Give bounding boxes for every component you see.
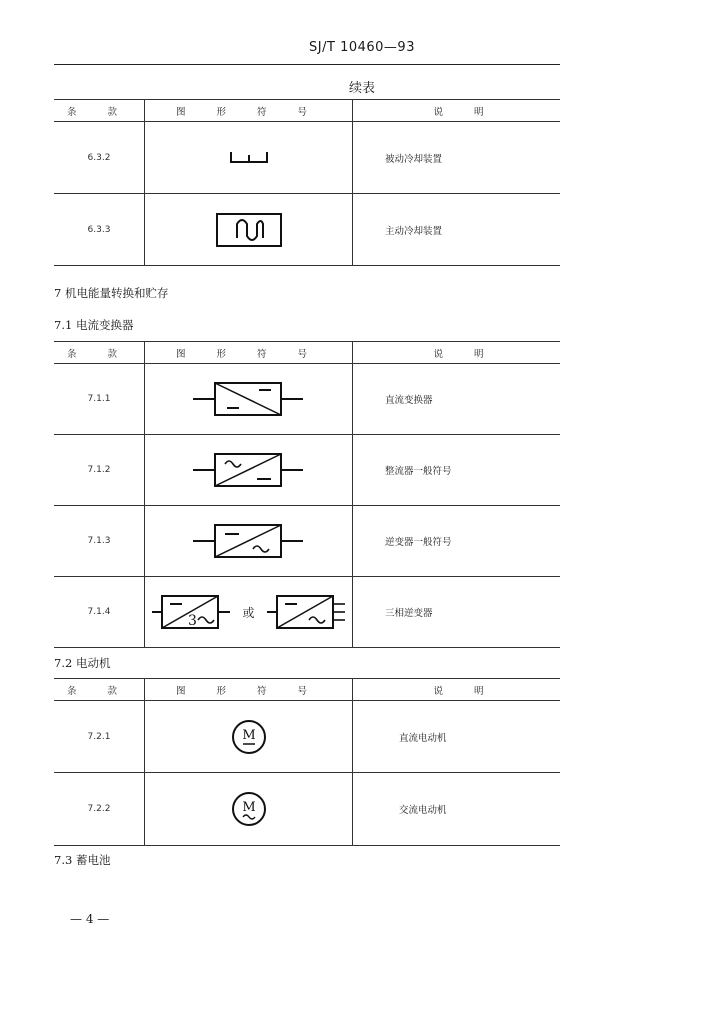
description: 直流电动机 — [353, 701, 561, 773]
col-clause-header: 条 款 — [54, 679, 145, 701]
clause-number: 6.3.2 — [54, 122, 145, 194]
section-7-3-title: 7.3 蓄电池 — [54, 853, 111, 867]
description: 逆变器一般符号 — [353, 506, 561, 577]
clause-number: 7.1.3 — [54, 506, 145, 577]
phase-label: 3 — [188, 613, 198, 629]
clause-number: 7.1.1 — [54, 364, 145, 435]
table-motors — [54, 678, 560, 846]
col-clause-header: 条 款 — [54, 100, 145, 122]
symbol-cell — [145, 773, 353, 846]
document-code: SJ/T 10460—93 — [309, 40, 415, 55]
table-cooling — [54, 99, 560, 266]
clause-number: 7.2.2 — [54, 773, 145, 846]
table-header-row — [54, 679, 560, 701]
table-header-row — [54, 342, 560, 364]
three-phase-inverter-icon-b — [265, 592, 347, 632]
col-symbol-header: 图 形 符 号 — [145, 342, 353, 364]
table-header-row — [54, 100, 560, 122]
col-desc-header: 说 明 — [353, 100, 561, 122]
section-7-2-title: 7.2 电动机 — [54, 656, 111, 670]
page-number: — 4 — — [70, 912, 110, 926]
description: 交流电动机 — [353, 773, 561, 846]
table-row — [54, 773, 560, 846]
description: 三相逆变器 — [353, 577, 561, 648]
symbol-cell — [145, 701, 353, 773]
table-row — [54, 364, 560, 435]
description: 主动冷却装置 — [353, 194, 561, 266]
symbol-cell — [145, 435, 353, 506]
clause-number: 7.2.1 — [54, 701, 145, 773]
rectifier-icon — [189, 450, 309, 490]
symbol-cell — [145, 577, 353, 648]
col-desc-header: 说 明 — [353, 342, 561, 364]
continued-label: 续表 — [348, 81, 375, 96]
table-converters — [54, 341, 560, 648]
col-symbol-header: 图 形 符 号 — [145, 100, 353, 122]
motor-letter: M — [241, 800, 256, 815]
col-symbol-header: 图 形 符 号 — [145, 679, 353, 701]
header-rule — [54, 64, 560, 65]
table-row — [54, 122, 560, 194]
inverter-icon — [189, 521, 309, 561]
col-clause-header: 条 款 — [54, 342, 145, 364]
table-row — [54, 701, 560, 773]
section-7-title: 7 机电能量转换和贮存 — [54, 286, 169, 300]
dc-motor-icon — [229, 717, 269, 757]
table-row — [54, 506, 560, 577]
motor-letter: M — [241, 727, 256, 743]
description: 被动冷却装置 — [353, 122, 561, 194]
or-text: 或 — [242, 605, 255, 620]
symbol-cell — [145, 506, 353, 577]
three-phase-inverter-icon-a — [150, 592, 232, 632]
clause-number: 7.1.2 — [54, 435, 145, 506]
symbol-cell — [145, 194, 353, 266]
active-cooling-icon — [209, 210, 289, 250]
passive-cooling-icon — [219, 146, 279, 170]
symbol-cell — [145, 122, 353, 194]
dc-converter-icon — [189, 379, 309, 419]
description: 整流器一般符号 — [353, 435, 561, 506]
table-row — [54, 194, 560, 266]
clause-number: 6.3.3 — [54, 194, 145, 266]
description: 直流变换器 — [353, 364, 561, 435]
clause-number: 7.1.4 — [54, 577, 145, 648]
section-7-1-title: 7.1 电流变换器 — [54, 318, 134, 332]
ac-motor-icon — [229, 789, 269, 829]
table-row — [54, 577, 560, 648]
col-desc-header: 说 明 — [353, 679, 561, 701]
symbol-cell — [145, 364, 353, 435]
table-row — [54, 435, 560, 506]
